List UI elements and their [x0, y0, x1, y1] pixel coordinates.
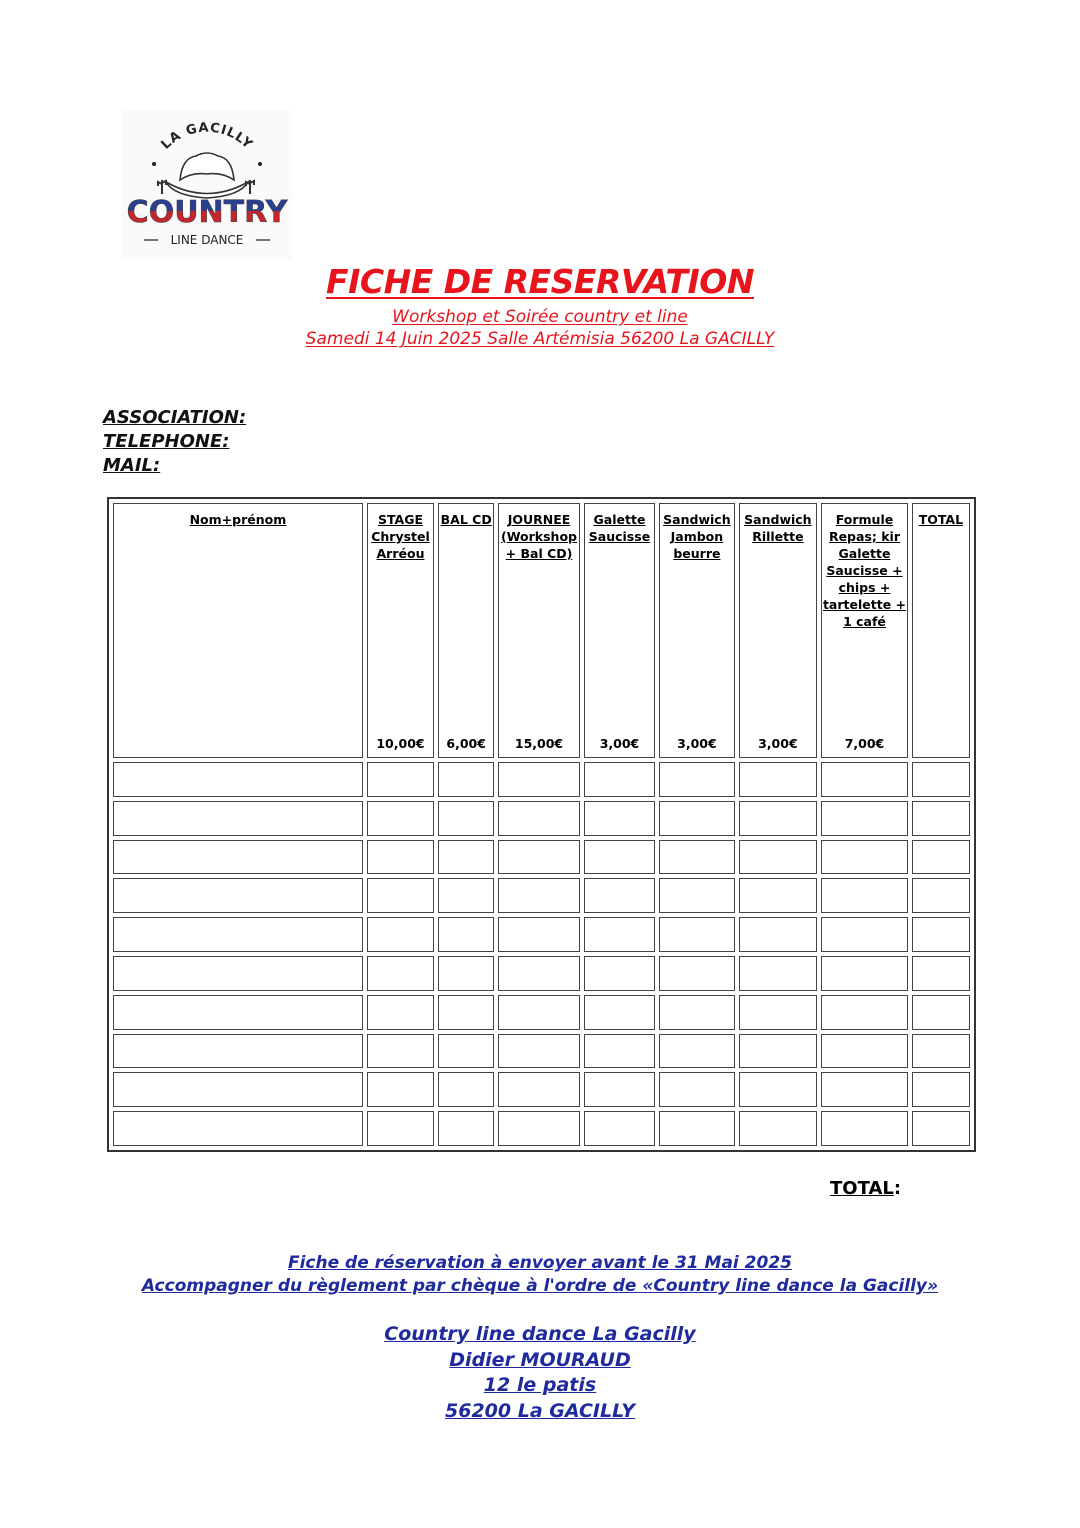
table-cell[interactable] [739, 917, 818, 952]
table-cell[interactable] [821, 840, 908, 875]
table-row [113, 801, 970, 836]
table-cell[interactable] [367, 917, 434, 952]
table-cell[interactable] [659, 995, 734, 1030]
table-cell[interactable] [498, 917, 580, 952]
table-cell[interactable] [367, 801, 434, 836]
address-line-street: 12 le patis [483, 1374, 597, 1396]
table-cell[interactable] [659, 956, 734, 991]
table-cell[interactable] [113, 1072, 363, 1107]
deadline-note: Fiche de réservation à envoyer avant le 31 Mai 2025 [287, 1253, 792, 1273]
table-cell[interactable] [821, 801, 908, 836]
table-cell[interactable] [498, 956, 580, 991]
table-cell[interactable] [367, 1072, 434, 1107]
address-line-name: Didier MOURAUD [449, 1348, 631, 1371]
table-cell[interactable] [438, 801, 494, 836]
cactus-left-icon [158, 180, 166, 194]
table-cell[interactable] [367, 840, 434, 875]
table-cell[interactable] [584, 762, 655, 797]
table-cell[interactable] [912, 1034, 970, 1069]
table-row [113, 840, 970, 875]
table-cell[interactable] [498, 995, 580, 1030]
col-bal-cd: BAL CD 6,00€ [438, 503, 494, 758]
table-cell[interactable] [113, 840, 363, 875]
table-cell[interactable] [367, 995, 434, 1030]
table-cell[interactable] [659, 762, 734, 797]
table-cell[interactable] [584, 878, 655, 913]
table-cell[interactable] [912, 878, 970, 913]
table-cell[interactable] [584, 1111, 655, 1146]
logo-bottom-text: LINE DANCE [170, 233, 244, 247]
table-cell[interactable] [438, 1111, 494, 1146]
table-cell[interactable] [498, 1111, 580, 1146]
col-journee: JOURNEE (Workshop + Bal CD) 15,00€ [498, 503, 580, 758]
table-cell[interactable] [912, 840, 970, 875]
mail-label: MAIL: [103, 455, 161, 476]
table-cell[interactable] [438, 840, 494, 875]
table-cell[interactable] [498, 762, 580, 797]
club-logo [122, 110, 292, 260]
table-cell[interactable] [739, 1111, 818, 1146]
table-cell[interactable] [659, 1034, 734, 1069]
table-header-row [113, 503, 970, 758]
table-cell[interactable] [113, 1111, 363, 1146]
table-cell[interactable] [584, 917, 655, 952]
table-cell[interactable] [739, 762, 818, 797]
table-cell[interactable] [498, 1034, 580, 1069]
table-cell[interactable] [113, 995, 363, 1030]
event-date-location: Samedi 14 Juin 2025 Salle Artémisia 56200 La GACILLY [305, 329, 775, 349]
table-cell[interactable] [659, 878, 734, 913]
table-cell[interactable] [498, 840, 580, 875]
table-cell[interactable] [739, 1034, 818, 1069]
table-row [113, 995, 970, 1030]
table-cell[interactable] [113, 801, 363, 836]
table-cell[interactable] [912, 801, 970, 836]
table-cell[interactable] [821, 995, 908, 1030]
table-cell[interactable] [821, 1034, 908, 1069]
table-cell[interactable] [659, 917, 734, 952]
table-cell[interactable] [113, 917, 363, 952]
table-cell[interactable] [912, 995, 970, 1030]
table-cell[interactable] [912, 917, 970, 952]
table-cell[interactable] [438, 956, 494, 991]
table-cell[interactable] [113, 1034, 363, 1069]
table-cell[interactable] [821, 1072, 908, 1107]
table-cell[interactable] [584, 1034, 655, 1069]
table-cell[interactable] [739, 801, 818, 836]
table-cell[interactable] [821, 762, 908, 797]
table-cell[interactable] [438, 1034, 494, 1069]
table-row [113, 878, 970, 913]
col-galette: Galette Saucisse 3,00€ [584, 503, 655, 758]
table-row [113, 917, 970, 952]
table-cell[interactable] [659, 840, 734, 875]
table-cell[interactable] [912, 956, 970, 991]
table-cell[interactable] [739, 1072, 818, 1107]
reservation-table [107, 497, 976, 1152]
table-cell[interactable] [367, 1034, 434, 1069]
table-cell[interactable] [912, 762, 970, 797]
table-cell[interactable] [438, 917, 494, 952]
contact-fields [103, 406, 246, 478]
table-cell[interactable] [739, 995, 818, 1030]
table-cell[interactable] [912, 1111, 970, 1146]
table-cell[interactable] [659, 1072, 734, 1107]
grand-total-label: TOTAL: [830, 1178, 902, 1199]
col-name: Nom+prénom [113, 503, 363, 758]
col-sandwich-rillette: Sandwich Rillette 3,00€ [739, 503, 818, 758]
event-subtitle: Workshop et Soirée country et line [392, 307, 688, 327]
table-cell[interactable] [498, 1072, 580, 1107]
payment-note: Accompagner du règlement par chèque à l'ordre de «Country line dance la Gacilly» [141, 1276, 939, 1296]
table-cell[interactable] [659, 801, 734, 836]
table-cell[interactable] [659, 1111, 734, 1146]
table-cell[interactable] [739, 956, 818, 991]
table-cell[interactable] [821, 1111, 908, 1146]
table-cell[interactable] [367, 878, 434, 913]
table-row [113, 1072, 970, 1107]
table-cell[interactable] [584, 1072, 655, 1107]
table-cell[interactable] [912, 1072, 970, 1107]
address-line-city: 56200 La GACILLY [445, 1399, 635, 1422]
table-cell[interactable] [584, 840, 655, 875]
table-cell[interactable] [739, 840, 818, 875]
page-title: FICHE DE RESERVATION [326, 262, 754, 301]
col-sandwich-jambon: Sandwich Jambon beurre 3,00€ [659, 503, 734, 758]
cactus-right-icon [246, 180, 254, 194]
table-row [113, 1034, 970, 1069]
address-line-org: Country line dance La Gacilly [384, 1323, 696, 1345]
table-cell[interactable] [821, 956, 908, 991]
table-cell[interactable] [821, 917, 908, 952]
table-cell[interactable] [438, 762, 494, 797]
col-stage: STAGE Chrystel Arréou 10,00€ [367, 503, 434, 758]
table-cell[interactable] [113, 956, 363, 991]
table-row [113, 762, 970, 797]
table-cell[interactable] [438, 878, 494, 913]
table-row [113, 956, 970, 991]
table-cell[interactable] [584, 801, 655, 836]
table-cell[interactable] [438, 995, 494, 1030]
logo-arc-text: LA GACILLY [158, 120, 256, 153]
telephone-label: TELEPHONE: [103, 431, 230, 452]
table-cell[interactable] [584, 956, 655, 991]
table-row [113, 1111, 970, 1146]
col-total: TOTAL [912, 503, 970, 758]
table-cell[interactable] [367, 1111, 434, 1146]
cowboy-hat-icon [180, 153, 234, 180]
mailing-address [0, 1322, 1080, 1424]
table-cell[interactable] [367, 762, 434, 797]
table-cell[interactable] [821, 878, 908, 913]
table-cell[interactable] [113, 762, 363, 797]
table-cell[interactable] [113, 878, 363, 913]
association-label: ASSOCIATION: [103, 407, 247, 428]
table-cell[interactable] [438, 1072, 494, 1107]
table-cell[interactable] [498, 801, 580, 836]
logo-main-text: COUNTRY [126, 195, 288, 230]
table-cell[interactable] [367, 956, 434, 991]
table-cell[interactable] [584, 995, 655, 1030]
table-cell[interactable] [739, 878, 818, 913]
table-cell[interactable] [498, 878, 580, 913]
col-formule-repas: Formule Repas; kir Galette Saucisse + chips + tartelette + 1 café 7,00€ [821, 503, 908, 758]
